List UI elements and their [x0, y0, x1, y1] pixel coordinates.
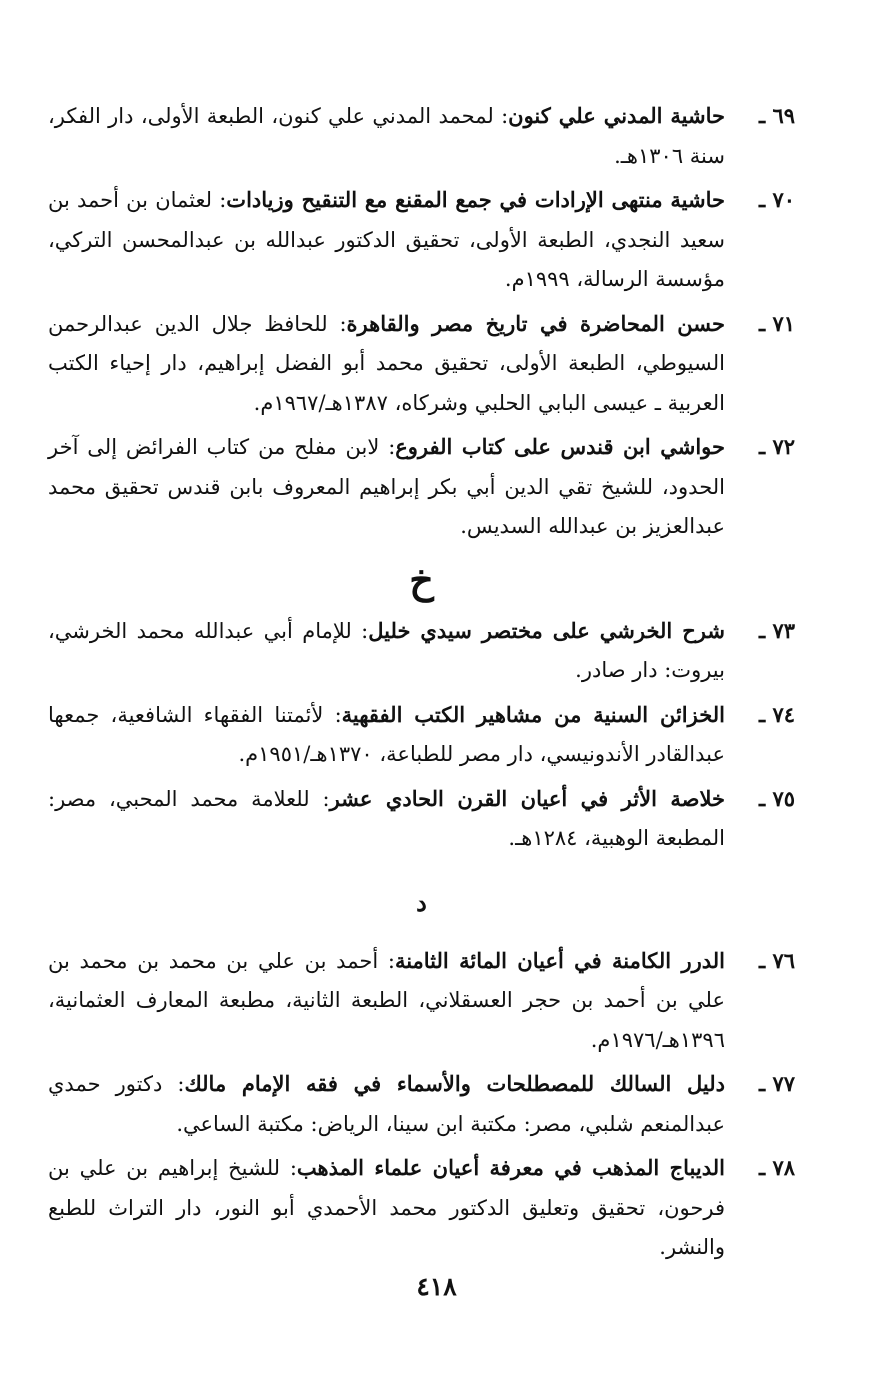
entry-number: ٧٨ ـ	[758, 1155, 795, 1180]
bibliography-entry-77	[48, 1064, 795, 1144]
entry-title: خلاصة الأثر في أعيان القرن الحادي عشر	[329, 785, 726, 811]
entry-number: ٧٥ ـ	[758, 785, 795, 811]
bibliography-entry-73	[48, 611, 795, 691]
entry-text: : للعلامة محمد المحبي، مصر: المطبعة الوهبية، ١٢٨٤هـ.	[48, 786, 725, 850]
entry-title: دليل السالك للمصطلحات والأسماء في فقه الإمام مالك	[184, 1071, 725, 1096]
bibliography-entry-74	[48, 695, 795, 775]
entry-text: : لعثمان بن أحمد بن سعيد النجدي، الطبعة الأولى، تحقيق الدكتور عبدالله بن عبدالمحسن التركي، مؤسسة الرسالة، ١٩٩٩م.	[48, 188, 725, 291]
entry-title: الديباج المذهب في معرفة أعيان علماء المذهب	[296, 1155, 725, 1180]
entry-text: : للإمام أبي عبدالله محمد الخرشي، بيروت: دار صادر.	[48, 618, 725, 682]
bibliography-entry-69	[48, 96, 795, 176]
entry-title: حواشي ابن قندس على كتاب الفروع	[395, 434, 725, 459]
bibliography-entry-76	[48, 941, 795, 1061]
entry-text: : لأئمتنا الفقهاء الشافعية، جمعها عبدالقادر الأندونيسي، دار مصر للطباعة، ١٣٧٠هـ/١٩٥١م.	[48, 702, 725, 766]
section-heading-dal: د	[416, 887, 427, 917]
entry-text: : للشيخ إبراهيم بن علي بن فرحون، تحقيق وتعليق الدكتور محمد الأحمدي أبو النور، دار التراث للطبع والنشر.	[48, 1156, 725, 1259]
bibliography-entry-71	[48, 304, 795, 424]
entry-number: ٧٢ ـ	[758, 434, 795, 459]
entry-title: الخزائن السنية من مشاهير الكتب الفقهية	[341, 701, 726, 727]
entry-number: ٧٣ ـ	[758, 617, 795, 643]
entry-number: ٧٧ ـ	[758, 1071, 795, 1096]
bibliography-entry-75	[48, 779, 795, 859]
bibliography-entry-72	[48, 427, 795, 547]
entry-number: ٦٩ ـ	[758, 103, 795, 128]
entry-text: : للحافظ جلال الدين عبدالرحمن السيوطي، الطبعة الأولى، تحقيق محمد أبو الفضل إبراهيم، دار إحياء الكتب العربية ـ عيسى البابي الحلبي وشركاه، ١٣٨٧هـ/١٩٦٧م.	[48, 311, 725, 415]
bibliography-entry-70	[48, 180, 795, 300]
entry-title: حاشية المدني علي كنون	[508, 103, 725, 128]
entry-text: : لمحمد المدني علي كنون، الطبعة الأولى، دار الفكر، سنة ١٣٠٦هـ.	[48, 104, 725, 168]
entry-title: حاشية منتهى الإرادات في جمع المقنع مع التنقيح وزيادات	[226, 187, 725, 212]
entry-title: شرح الخرشي على مختصر سيدي خليل	[368, 617, 725, 643]
page-number: ٤١٨	[416, 1272, 457, 1301]
entry-text: : أحمد بن علي بن محمد بن محمد بن علي بن أحمد بن حجر العسقلاني، الطبعة الثانية، مطبعة المعارف العثمانية، ١٣٩٦هـ/١٩٧٦م.	[48, 948, 725, 1052]
entry-number: ٧٦ ـ	[758, 947, 795, 973]
entry-title: حسن المحاضرة في تاريخ مصر والقاهرة	[346, 310, 725, 336]
entry-text: : لابن مفلح من كتاب الفرائض إلى آخر الحدود، للشيخ تقي الدين أبي بكر إبراهيم المعروف بابن قندس تحقيق محمد عبدالعزيز بن عبدالله السديس.	[48, 435, 725, 538]
entry-text: : دكتور حمدي عبدالمنعم شلبي، مصر: مكتبة ابن سينا، الرياض: مكتبة الساعي.	[48, 1072, 725, 1136]
entry-number: ٧٠ ـ	[758, 187, 795, 212]
section-heading-kha: خ	[409, 556, 434, 602]
bibliography-entry-78	[48, 1148, 795, 1268]
entry-number: ٧٤ ـ	[758, 701, 795, 727]
entry-title: الدرر الكامنة في أعيان المائة الثامنة	[394, 947, 725, 973]
entry-number: ٧١ ـ	[758, 310, 795, 336]
